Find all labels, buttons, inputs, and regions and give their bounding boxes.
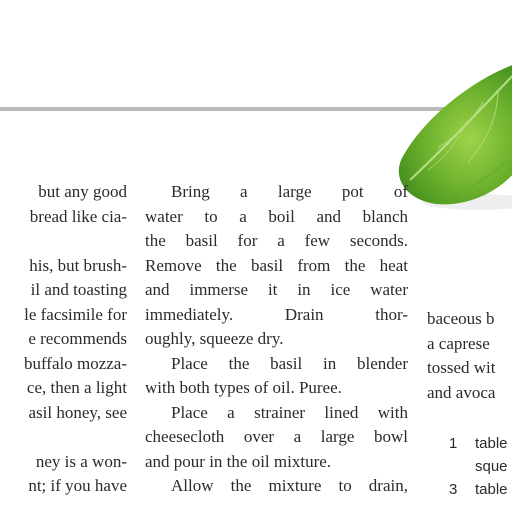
text-line: and avoca [427, 382, 496, 402]
paragraph-first-line: Bring a large pot of [171, 182, 408, 201]
text-line: baceous b [427, 309, 495, 328]
text-line: oughly, squeeze dry. [145, 329, 284, 348]
ingredient-text: table [475, 481, 508, 498]
text-line: and immerse it in ice water [145, 280, 408, 299]
text-line: asil honey, see [28, 402, 127, 422]
text-line: cheesecloth over a large bowl [145, 427, 408, 446]
paragraph-first-line: Allow the mixture to drain, [171, 476, 408, 495]
text-line: il and toasting [30, 280, 127, 299]
text-line: but any good [38, 182, 127, 201]
ingredient-quantity: 1 [449, 435, 458, 452]
ingredient-quantity: 3 [449, 481, 458, 498]
ingredient-item [427, 478, 508, 501]
text-line: the basil for a few seconds. [145, 231, 408, 250]
text-line [0, 229, 127, 254]
ingredient-item [427, 455, 508, 478]
text-line: e recommends [28, 329, 127, 348]
text-line: his, but brush- [29, 255, 127, 275]
text-line: with both types of oil. Puree. [145, 378, 342, 397]
middle-text-column [145, 180, 408, 499]
text-line: buffalo mozza- [23, 353, 127, 373]
text-line: bread like cia- [29, 206, 127, 226]
text-line: ce, then a light [26, 378, 127, 397]
paragraph-first-line: Place the basil in blender [171, 353, 408, 373]
left-text-column [0, 180, 127, 499]
right-text-column [427, 307, 512, 405]
text-line [0, 425, 127, 450]
ingredient-text: sque [475, 458, 508, 475]
ingredient-item [427, 432, 508, 455]
text-line: tossed wit [427, 358, 496, 377]
text-line: and pour in the oil mixture. [145, 451, 332, 471]
text-line: a caprese [427, 333, 490, 353]
text-line: immediately. Drain thor- [145, 304, 408, 324]
ingredient-text: table [475, 435, 508, 452]
text-line: nt; if you have [28, 476, 127, 495]
text-line: le facsimile for [24, 304, 127, 324]
text-line: water to a boil and blanch [145, 206, 408, 226]
text-line: Remove the basil from the heat [145, 255, 408, 275]
text-line: ney is a won- [35, 451, 127, 471]
paragraph-first-line: Place a strainer lined with [171, 402, 408, 422]
ingredient-list [427, 432, 508, 501]
